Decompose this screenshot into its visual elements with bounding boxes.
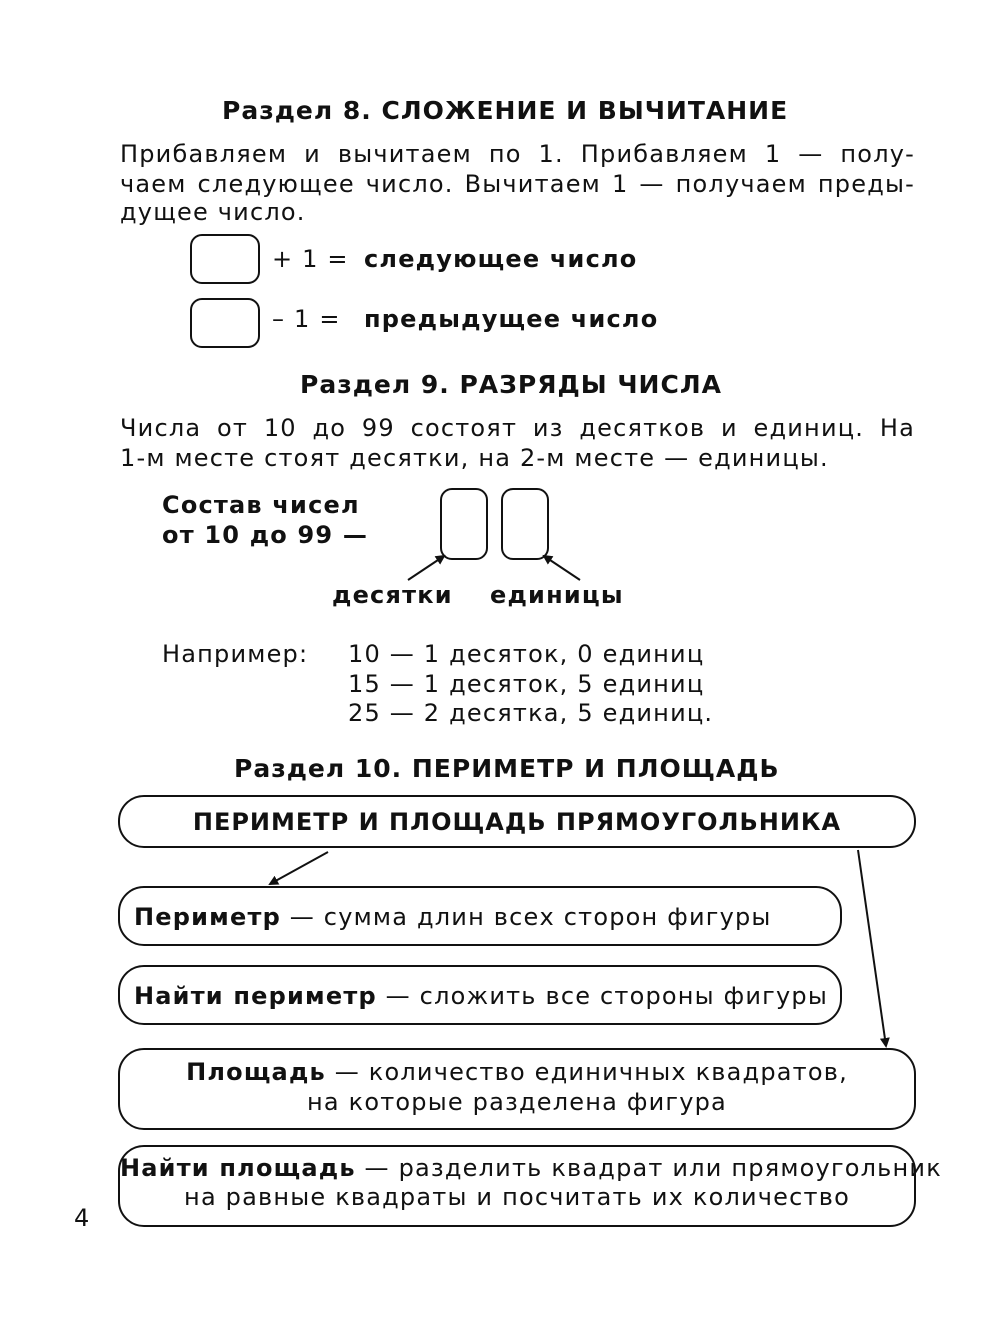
tens-label: десятки	[332, 581, 453, 609]
section-8-paragraph-line-1: Прибавляем и вычитаем по 1. Прибавляем 1 — полу-	[120, 140, 915, 168]
find-area-def-line-1: — разделить квадрат или прямоугольник	[355, 1154, 942, 1182]
perimeter-definition-box	[118, 886, 842, 946]
area-arrow	[858, 850, 886, 1046]
perimeter-definition	[134, 903, 772, 931]
previous-number-label: предыдущее число	[364, 305, 659, 333]
area-definition-line-2: на которые разделена фигура	[307, 1088, 727, 1116]
area-definition-box	[118, 1048, 916, 1130]
next-number-label: следующее число	[364, 245, 638, 273]
section-9-paragraph-line-2: 1-м месте стоят десятки, на 2-м месте — единицы.	[120, 444, 829, 472]
section-9-paragraph-line-1: Числа от 10 до 99 состоят из десятков и единиц. На	[120, 414, 915, 442]
find-area-term: Найти площадь	[120, 1154, 356, 1182]
plus-one-operator: + 1 =	[272, 245, 349, 273]
header-box-text: ПЕРИМЕТР И ПЛОЩАДЬ ПРЯМОУГОЛЬНИКА	[192, 808, 842, 836]
area-def-line-1: — количество единичных квадратов,	[325, 1058, 848, 1086]
section-8-paragraph-line-3: дущее число.	[120, 198, 306, 226]
composition-label-line-1: Состав чисел	[162, 491, 360, 519]
tens-arrow	[408, 556, 444, 580]
example-line: 10 — 1 десяток, 0 единиц	[348, 640, 705, 668]
perimeter-arrow	[270, 852, 328, 884]
find-area-definition-line-2: на равные квадраты и посчитать их количество	[184, 1183, 850, 1211]
find-perimeter-definition	[134, 982, 828, 1010]
example-line: 25 — 2 десятка, 5 единиц.	[348, 699, 714, 727]
area-term: Площадь	[186, 1058, 326, 1086]
find-perimeter-box	[118, 965, 842, 1025]
minus-one-operator: – 1 =	[272, 305, 341, 333]
section-8-title: Раздел 8. СЛОЖЕНИЕ И ВЫЧИТАНИЕ	[222, 96, 789, 125]
find-area-definition-line-1	[120, 1154, 942, 1182]
page-number: 4	[74, 1204, 91, 1232]
perimeter-term: Периметр	[134, 903, 281, 931]
perimeter-def: — сумма длин всех сторон фигуры	[280, 903, 772, 931]
section-10-title: Раздел 10. ПЕРИМЕТР И ПЛОЩАДЬ	[234, 754, 780, 783]
example-line: 15 — 1 десяток, 5 единиц	[348, 670, 705, 698]
section-9-title: Раздел 9. РАЗРЯДЫ ЧИСЛА	[300, 370, 722, 399]
find-area-box	[118, 1145, 942, 1227]
example-label: Например:	[162, 640, 309, 668]
find-perimeter-def: — сложить все стороны фигуры	[376, 982, 828, 1010]
composition-label-line-2: от 10 до 99 —	[162, 521, 369, 549]
header-box	[118, 795, 916, 848]
find-perimeter-term: Найти периметр	[134, 982, 377, 1010]
section-8-paragraph-line-2: чаем следующее число. Вычитаем 1 — получаем преды-	[120, 170, 915, 198]
units-label: единицы	[490, 581, 624, 609]
area-definition-line-1	[120, 1058, 914, 1086]
units-arrow	[544, 556, 580, 580]
